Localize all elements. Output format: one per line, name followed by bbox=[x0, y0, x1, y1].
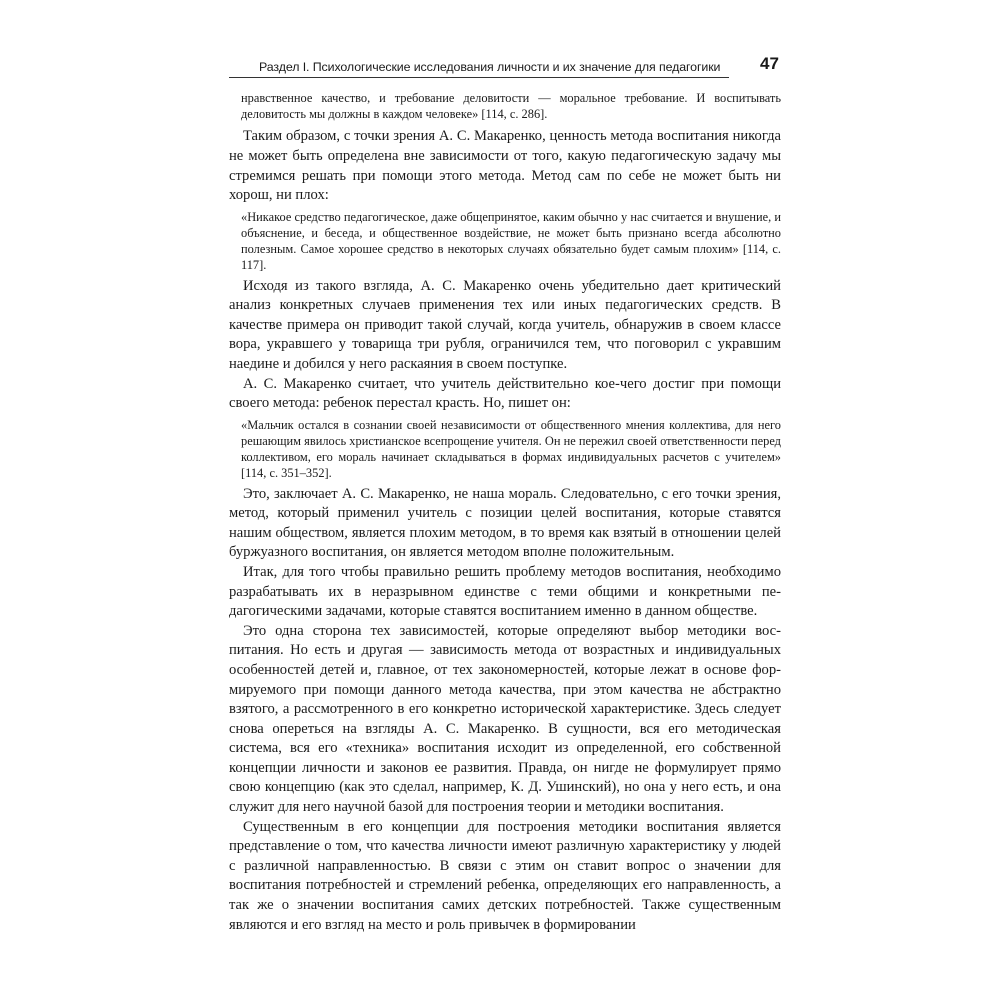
quote-block: «Никакое средство педагогическое, даже общепринятое, каким обычно у нас считается и внушение, и объяснение, и беседа, и общественное воздействие, не может быть признано всегда абсолютно полезным. Самое хорошее средство в некоторых случаях обязательно будет самым плохим» [114, с. 117]. bbox=[241, 209, 781, 273]
running-header bbox=[229, 54, 781, 80]
page-number: 47 bbox=[760, 54, 779, 73]
paragraph: Исходя из такого взгляда, А. С. Макаренко очень убедительно дает критический анализ конкретных случаев применения тех или иных педагогических средств. В качестве примера он приводит такой случай, когда учитель, обнаружив в своем классе вора, укравшего у товарища три рубля, ограничился тем, что поговорил с укравшим наедине и добился у него раскаяния в своем поступке. bbox=[229, 277, 781, 372]
header-rule bbox=[229, 77, 729, 78]
paragraph: Таким образом, с точки зрения А. С. Макаренко, ценность метода воспитания никогда не может быть определена вне зависимости от того, какую педагогическую задачу мы стремимся решать при помощи этого метода. Метод сам по себе не может быть ни хорош, ни плох: bbox=[229, 128, 781, 204]
quote-block: нравственное качество, и требование деловитости — моральное требование. И воспитывать деловитость мы должны в каждом человеке» [114, с. 286]. bbox=[241, 91, 781, 122]
paragraph: Итак, для того чтобы правильно решить проблему методов воспитания, необходимо разрабатывать их в неразрывном единстве с теми общими и конкретными педагогическими задачами, которые ставятся воспитанием именно в данном обществе. bbox=[229, 563, 781, 620]
paragraph: Это, заключает А. С. Макаренко, не наша мораль. Следовательно, с его точки зрения, метод, который применил учитель с позиции целей воспитания, которые ставятся нашим обществом, является плохим методом, в то время как взятый в отношении целей буржуазного воспитания, он является методом вполне положительным. bbox=[229, 485, 781, 561]
running-title: Раздел I. Психологические исследования личности и их значение для педагогики bbox=[259, 60, 721, 74]
paragraph: А. С. Макаренко считает, что учитель действительно кое-чего достиг при помощи своего метода: ребенок перестал красть. Но, пишет он: bbox=[229, 375, 781, 412]
quote-block: «Мальчик остался в сознании своей независимости от общественного мнения коллектива, для него решающим явилось христианское всепрощение учителя. Он не пережил своей ответственности перед коллективом, его мораль начинает складываться в формах индивидуальных расчетов с учителем» [114, с. 351–352]. bbox=[241, 417, 781, 481]
body-text bbox=[229, 90, 781, 935]
paragraph: Это одна сторона тех зависимостей, которые определяют выбор методики воспитания. Но есть и другая — зависимость метода от возрастных и индивидуальных особенностей детей и, главное, от тех закономерностей, которые лежат в основе формируемого при помощи данного метода качества, при этом качества не абстрактно взятого, а рассмотренного в его конкретно исторической характеристике. Здесь следует снова опереться на взгляды А. С. Макаренко. В сущности, вся его методическая система, вся его «техника» воспитания исходит из определенной, его собственной концепции личности и законов ее развития. Правда, он нигде не формулирует прямо свою концепцию (как это сделал, например, К. Д. Ушинский), но она у него есть, и она служит для него научной базой для построения теории и методики воспитания. bbox=[229, 622, 781, 816]
paragraph: Существенным в его концепции для построения методики воспитания является представление о том, что качества личности имеют различную характеристику у людей с различной направленностью. В связи с этим он ставит вопрос о значении для воспитания потребностей и стремлений ребенка, определяющих его направленность, а так же о значении воспитания самих детских потребностей. Также существенным являются и его взгляд на место и роль привычек в формировании bbox=[229, 818, 781, 933]
